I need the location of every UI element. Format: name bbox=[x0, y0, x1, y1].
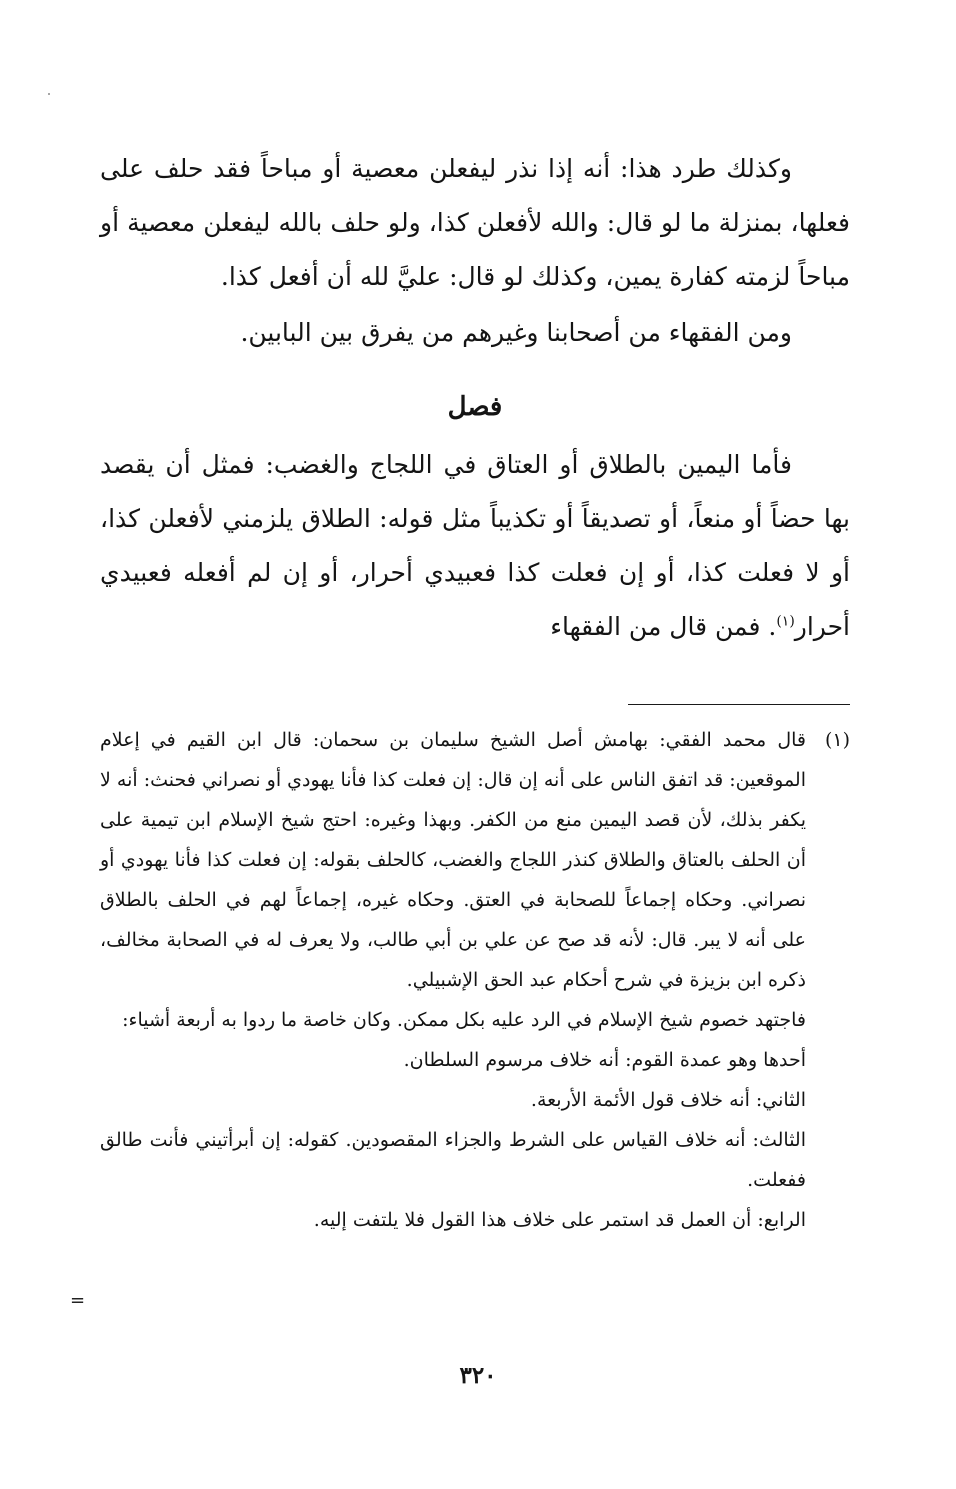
footnote-text-2: فاجتهد خصوم شيخ الإسلام في الرد عليه بكل ممكن. وكان خاصة ما ردوا به أربعة أشياء: bbox=[122, 1009, 806, 1031]
footnote-1 bbox=[100, 720, 850, 1240]
footnote-item-1: أحدها وهو عمدة القوم: أنه خلاف مرسوم السلطان. bbox=[403, 1049, 806, 1071]
paragraph-3 bbox=[100, 438, 850, 654]
footnote-reference: (١) bbox=[776, 613, 795, 630]
main-text bbox=[100, 142, 850, 654]
paragraph-1: وكذلك طرد هذا: أنه إذا نذر ليفعلن معصية أو مباحاً فقد حلف على فعلها، بمنزلة ما لو قال: والله لأفعلن كذا، ولو حلف بالله ليفعلن معصية أو مباحاً لزمته كفارة يمين، وكذلك لو قال: عليَّ لله أن أفعل كذا. bbox=[100, 154, 850, 291]
footnote-item-2: الثاني: أنه خلاف قول الأئمة الأربعة. bbox=[530, 1089, 806, 1111]
footnotes bbox=[100, 720, 850, 1240]
footnote-separator bbox=[628, 704, 850, 705]
paragraph-3-text: فأما اليمين بالطلاق أو العتاق في اللجاج والغضب: فمثل أن يقصد بها حضاً أو منعاً، أو تصديقاً أو تكذيباً مثل قوله: الطلاق يلزمني لأفعلن كذا، أو لا فعلت كذا، أو إن فعلت كذا فعبيدي أحرار، أو إن لم أفعله فعبيدي أحرار bbox=[100, 450, 850, 641]
paragraph-2: ومن الفقهاء من أصحابنا وغيرهم من يفرق بين البابين. bbox=[240, 318, 792, 347]
continuation-mark: = bbox=[70, 1290, 86, 1311]
scan-speck bbox=[48, 93, 50, 95]
page-number: ٣٢٠ bbox=[459, 1362, 497, 1389]
section-heading: فصل bbox=[447, 392, 503, 422]
paragraph-3-continued: . فمن قال من الفقهاء bbox=[550, 612, 777, 641]
footnote-item-3: الثالث: أنه خلاف القياس على الشرط والجزاء المقصودين. كقوله: إن أبرأتيني فأنت طالق ففعلت. bbox=[100, 1129, 806, 1191]
footnote-body bbox=[100, 720, 806, 1240]
footnote-number: (١) bbox=[824, 729, 850, 751]
footnote-text: قال محمد الفقي: بهامش أصل الشيخ سليمان بن سحمان: قال ابن القيم في إعلام الموقعين: قد اتفق الناس على أنه إن قال: إن فعلت كذا فأنا يهودي أو نصراني فحنث: أنه لا يكفر بذلك، لأن قصد اليمين منع من الكفر. وبهذا وغيره: احتج شيخ الإسلام ابن تيمية على أن الحلف بالعتاق والطلاق كنذر اللجاج والغضب، كالحلف بقوله: إن فعلت كذا فأنا يهودي أو نصراني. وحكاه إجماعاً للصحابة في العتق. وحكاه غيره، إجماعاً لهم في الحلف بالطلاق على أنه لا يبر. قال: لأنه قد صح عن علي بن أبي طالب، ولا يعرف له في الصحابة مخالف، ذكره ابن بزيزة في شرح أحكام عبد الحق الإشبيلي. bbox=[100, 729, 806, 991]
footnote-item-4: الرابع: أن العمل قد استمر على خلاف هذا القول فلا يلتفت إليه. bbox=[313, 1209, 806, 1231]
